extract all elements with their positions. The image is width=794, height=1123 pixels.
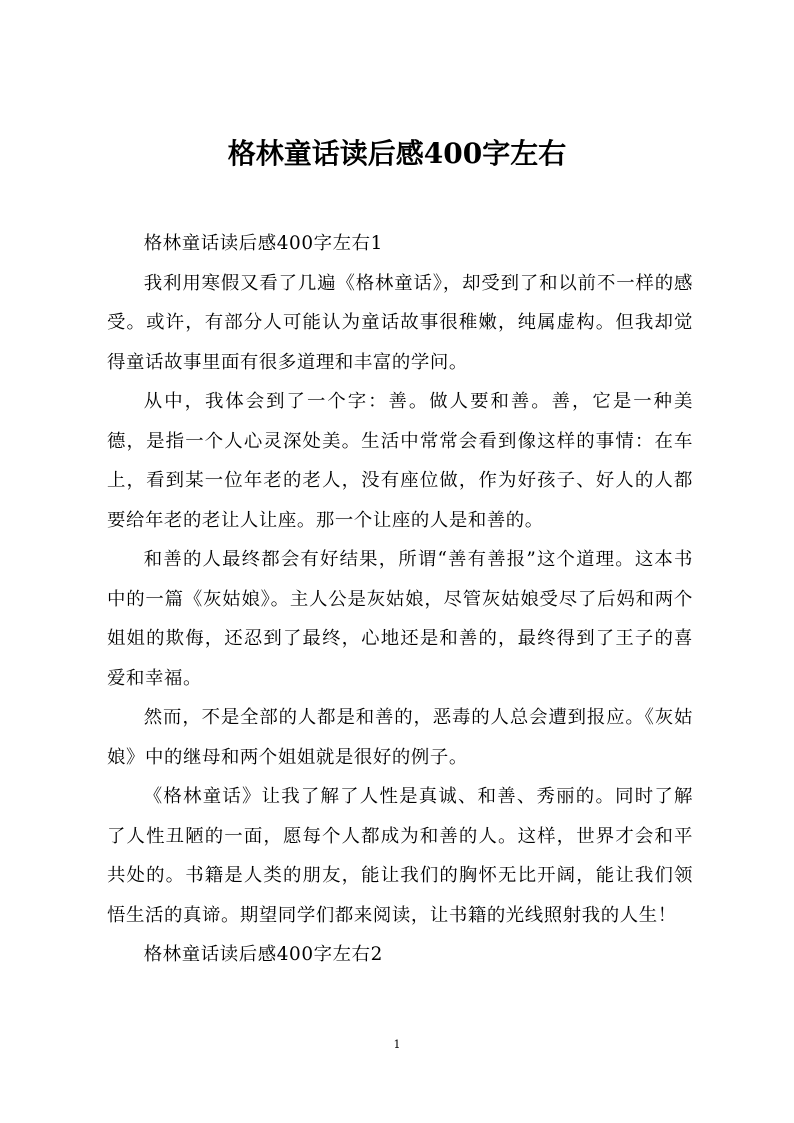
- section-heading-2: 格林童话读后感400字左右2: [143, 944, 383, 965]
- section-heading-1: 格林童话读后感400字左右1: [143, 233, 383, 254]
- paragraph: 从中，我体会到了一个字：善。做人要和善。善，它是一种美德，是指一个人心灵深处美。生活中常常会看到像这样的事情：在车上，看到某一位年老的老人，没有座位做，作为好孩子、好人的人都要给年老的老让人让座。那一个让座的人是和善的。: [107, 391, 693, 531]
- document-title: 格林童话读后感400字左右: [227, 137, 567, 170]
- page-number: 1: [393, 1038, 401, 1051]
- paragraph: 我利用寒假又看了几遍《格林童话》，却受到了和以前不一样的感受。或许，有部分人可能认为童话故事很稚嫩，纯属虚构。但我却觉得童话故事里面有很多道理和丰富的学问。: [107, 272, 693, 373]
- paragraph: 和善的人最终都会有好结果，所谓“善有善报”这个道理。这本书中的一篇《灰姑娘》。主人公是灰姑娘，尽管灰姑娘受尽了后妈和两个姐姐的欺侮，还忍到了最终，心地还是和善的，最终得到了王子的喜爱和幸福。: [107, 549, 693, 689]
- paragraph: 《格林童话》让我了解了人性是真诚、和善、秀丽的。同时了解了人性丑陋的一面，愿每个人都成为和善的人。这样，世界才会和平共处的。书籍是人类的朋友，能让我们的胸怀无比开阔，能让我们领悟生活的真谛。期望同学们都来阅读，让书籍的光线照射我的人生！: [107, 786, 693, 926]
- document-body: [107, 224, 693, 975]
- paragraph: 然而，不是全部的人都是和善的，恶毒的人总会遭到报应。《灰姑娘》中的继母和两个姐姐就是很好的例子。: [107, 707, 693, 768]
